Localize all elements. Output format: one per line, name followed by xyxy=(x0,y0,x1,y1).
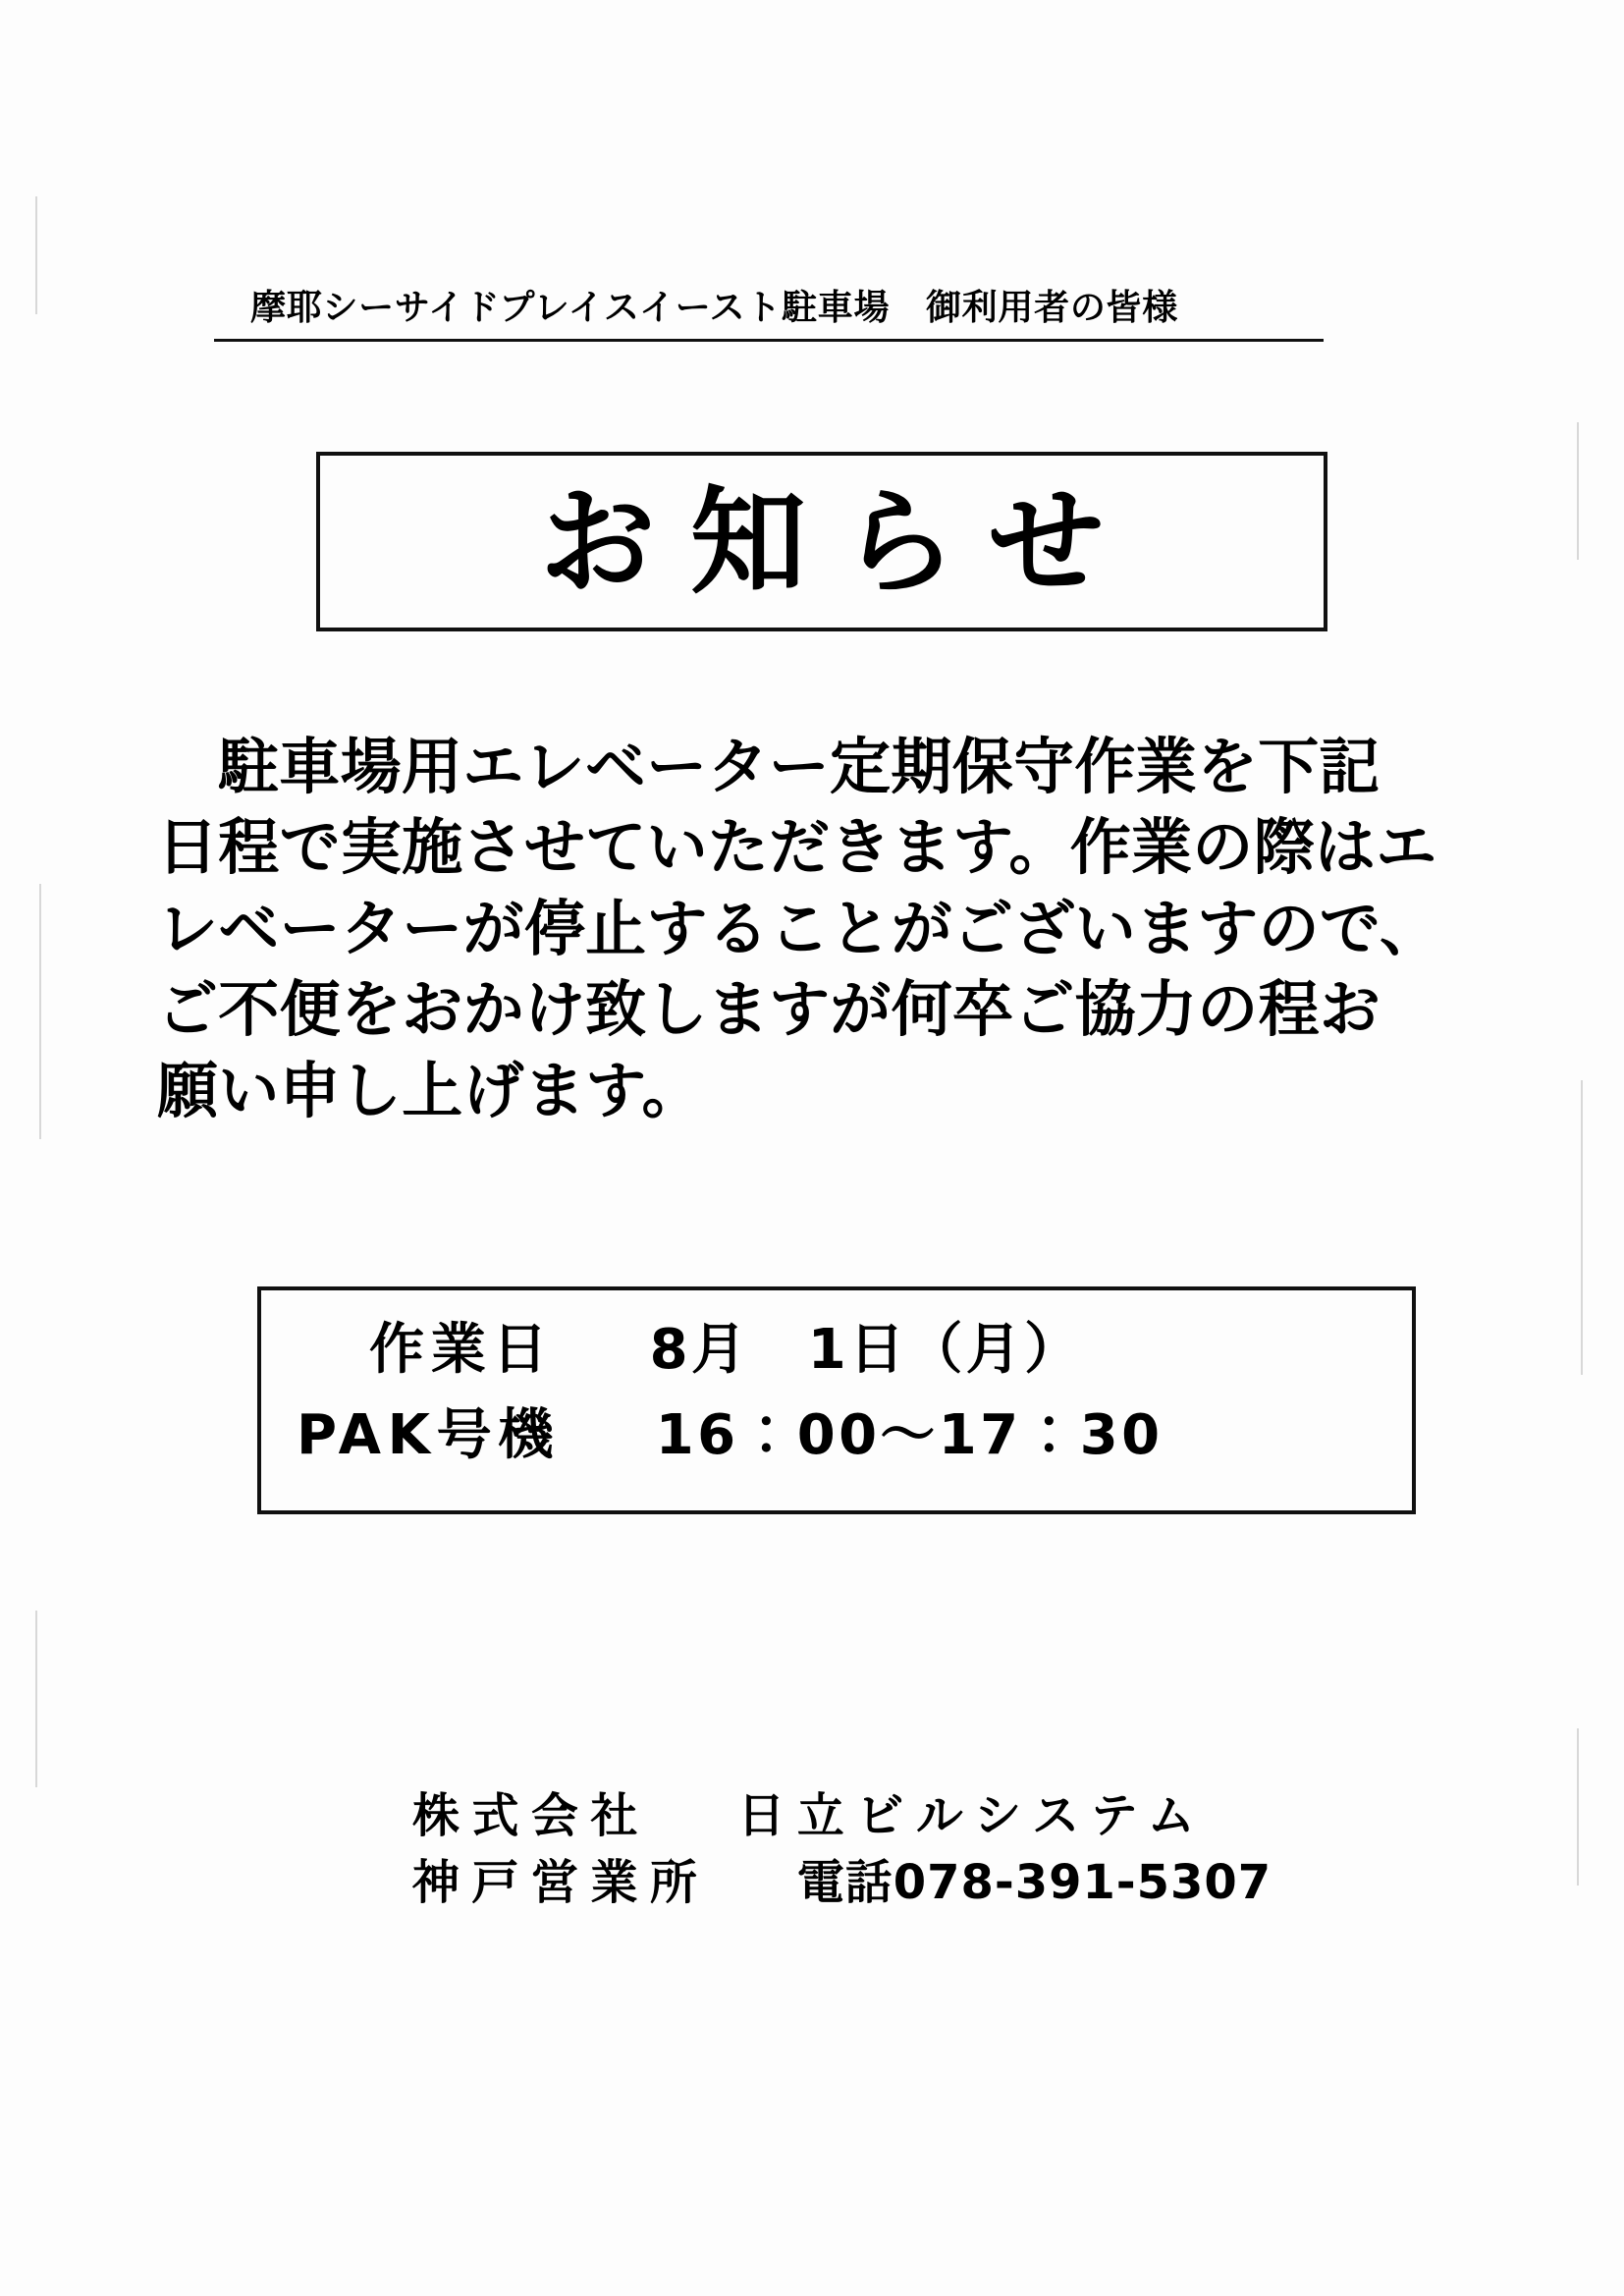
schedule-box xyxy=(257,1286,1416,1514)
addressee-line: 摩耶シーサイドプレイスイースト駐車場 御利用者の皆様 xyxy=(250,288,1179,328)
signature-office: 神戸営業所 xyxy=(412,1855,710,1911)
body-line: 日程で実施させていただきます。作業の際はエ xyxy=(157,811,1437,884)
addressee-underline xyxy=(214,339,1324,342)
signature-phone-number: 078-391-5307 xyxy=(893,1855,1272,1911)
signature-company-form: 株式会社 xyxy=(412,1788,650,1843)
signature-company-name: 日立ビルシステム xyxy=(737,1788,1208,1843)
schedule-row-date xyxy=(261,1308,1412,1394)
body-paragraph xyxy=(157,727,1512,1131)
signature-office-line xyxy=(412,1849,1443,1916)
signature-company-line xyxy=(412,1782,1443,1849)
title-box xyxy=(316,452,1327,631)
body-line: レベーターが停止することがございますので、 xyxy=(157,892,1441,964)
body-line: ご不便をおかけ致しますが何卒ご協力の程お xyxy=(157,973,1381,1046)
schedule-date-value: 8月 1日（月） xyxy=(649,1318,1083,1382)
body-line: 駐車場用エレベーター定期保守作業を下記 xyxy=(218,731,1380,802)
body-line: 願い申し上げます。 xyxy=(157,1054,703,1126)
schedule-row-time xyxy=(261,1394,1412,1479)
signature-phone-label: 電話 xyxy=(796,1855,893,1911)
signature-block xyxy=(412,1782,1443,1916)
schedule-unit-label: PAK号機 xyxy=(297,1402,561,1467)
page-title: お知らせ xyxy=(539,473,1139,610)
schedule-time-value: 16：00～17：30 xyxy=(655,1402,1164,1467)
schedule-date-label: 作業日 xyxy=(369,1318,555,1382)
